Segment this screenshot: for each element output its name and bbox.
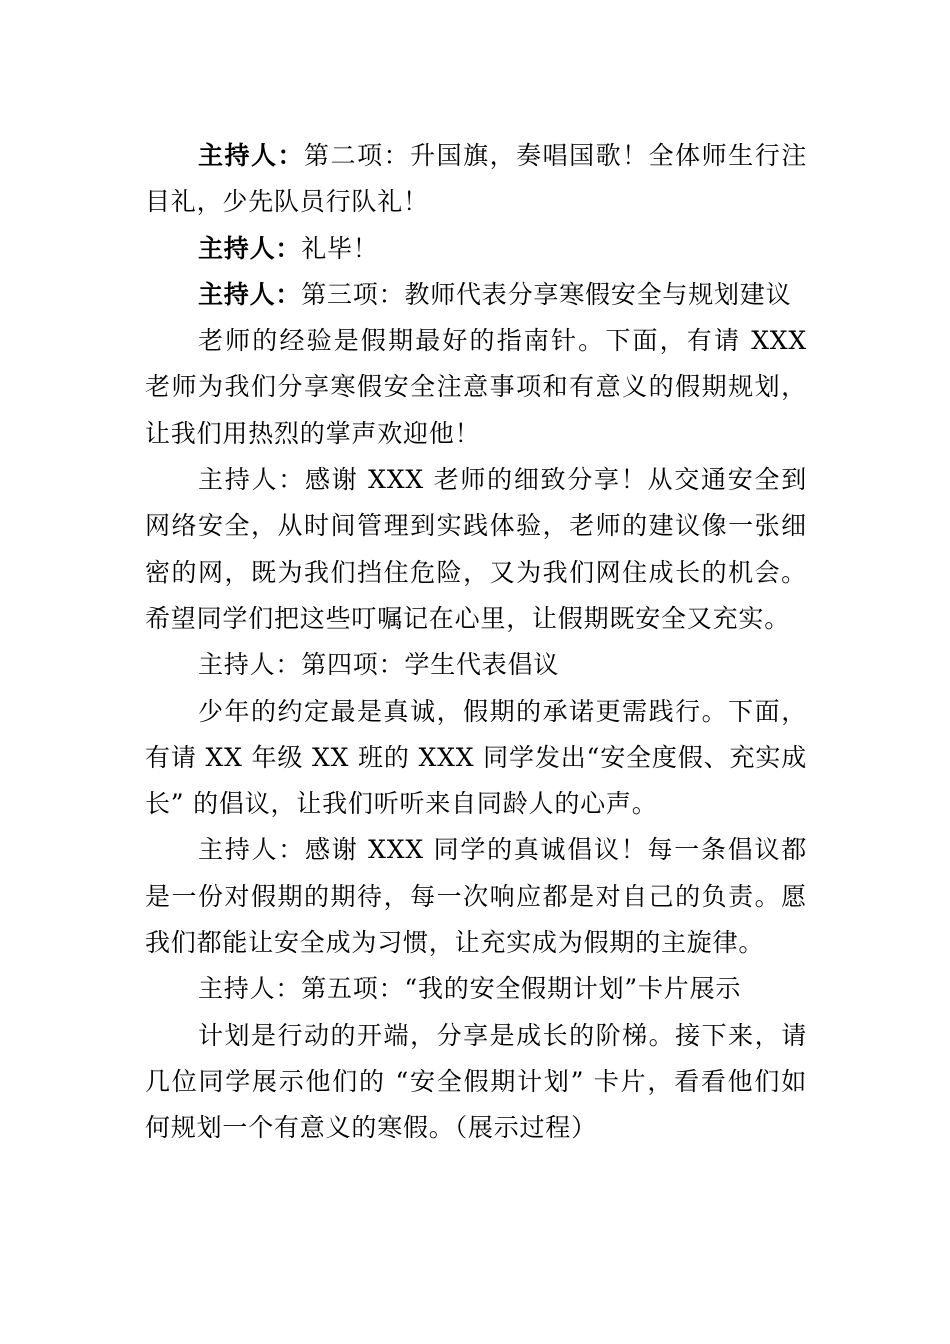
paragraph-text: 礼毕！ (301, 233, 379, 263)
paragraph-student-intro (145, 689, 807, 828)
host-label: 主持人： (198, 974, 302, 1004)
host-label: 主持人： (198, 835, 305, 865)
paragraph-teacher-intro (145, 318, 807, 457)
paragraph-text: 第五项：“我的安全假期计划”卡片展示 (301, 974, 742, 1004)
host-label: 主持人： (198, 141, 305, 170)
host-label: 主持人： (198, 650, 302, 680)
paragraph-text: 少年的约定最是真诚，假期的承诺更需践行。下面，有请 XX 年级 XX 班的 XXX 同学发出“安全度假、充实成长” 的倡议，让我们听听来自同龄人的心声。 (145, 696, 807, 819)
paragraph-text: 老师的经验是假期最好的指南针。下面，有请 XXX 老师为我们分享寒假安全注意事项和有意义的假期规划，让我们用热烈的掌声欢迎他！ (145, 326, 807, 448)
host-label: 主持人： (198, 279, 302, 309)
host-label: 主持人： (198, 465, 305, 495)
paragraph-text: 第四项：学生代表倡议 (301, 650, 560, 680)
host-label: 主持人： (198, 233, 302, 263)
paragraph-item-three (145, 272, 807, 318)
paragraph-item-four (145, 642, 807, 688)
paragraph-text: 计划是行动的开端，分享是成长的阶梯。接下来，请几位同学展示他们的 “安全假期计划” 卡片，看看他们如何规划一个有意义的寒假。（展示过程） (145, 1020, 807, 1143)
paragraph-text: 感谢 XXX 老师的细致分享！从交通安全到网络安全，从时间管理到实践体验，老师的建议像一张细密的网，既为我们挡住危险，又为我们网住成长的机会。希望同学们把这些叮嘱记在心里，让假期既安全又充实。 (145, 465, 808, 633)
paragraph-ceremony-end (145, 226, 807, 272)
paragraph-flag-raising (145, 133, 807, 226)
document-page (145, 133, 807, 1152)
paragraph-plan-cards (145, 1013, 807, 1152)
paragraph-thanks-teacher (145, 457, 807, 642)
paragraph-text: 第三项：教师代表分享寒假安全与规划建议 (301, 279, 792, 309)
paragraph-text: 第二项：升国旗，奏唱国歌！全体师生行注目礼，少先队员行队礼！ (145, 141, 808, 217)
paragraph-item-five (145, 966, 807, 1012)
paragraph-thanks-student (145, 827, 807, 966)
paragraph-text: 感谢 XXX 同学的真诚倡议！每一条倡议都是一份对假期的期待，每一次响应都是对自己的负责。愿我们都能让安全成为习惯，让充实成为假期的主旋律。 (145, 835, 808, 958)
